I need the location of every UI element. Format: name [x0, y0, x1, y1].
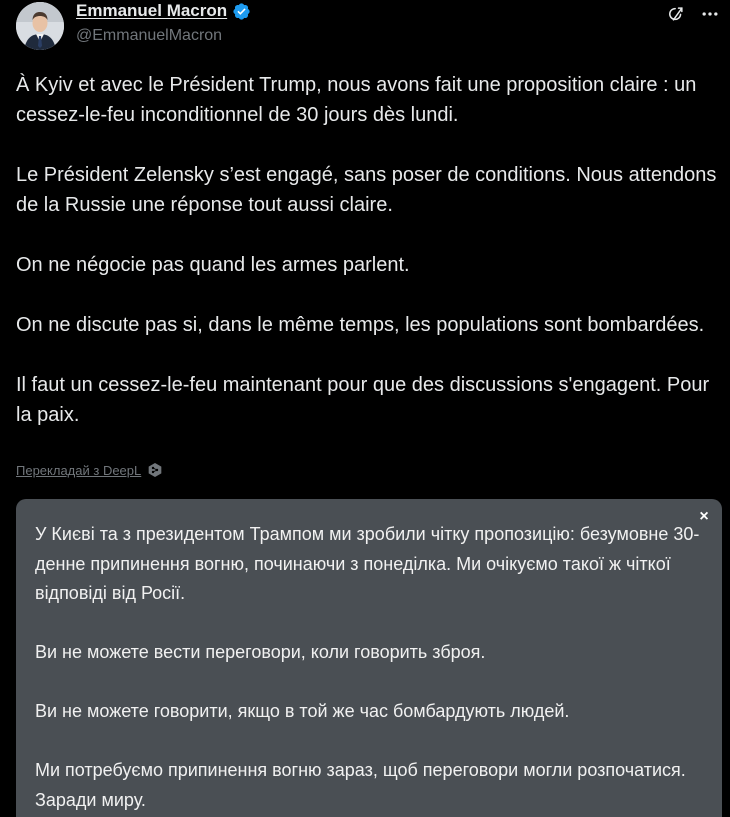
deepl-icon[interactable]	[147, 462, 163, 478]
translation-text: У Києві та з президентом Трампом ми зробили чітку пропозицію: безумовне 30-денне припинення вогню, починаючи з понеділка. Ми очікуємо такої ж чіткої відповіді від Росії. Ви не можете вести переговори, коли говорить зброя. Ви не можете говорити, якщо в той же час бомбардують людей. Ми потребуємо припинення вогню зараз, щоб переговори могли розпочатися. Заради миру.	[35, 524, 700, 810]
verified-badge-icon[interactable]	[232, 2, 251, 21]
more-icon[interactable]	[698, 2, 722, 26]
author-handle[interactable]: @EmmanuelMacron	[76, 27, 223, 44]
translate-row	[16, 462, 163, 478]
author-display-name[interactable]: Emmanuel Macron	[76, 1, 228, 20]
translation-panel	[16, 499, 722, 817]
tweet-text: À Kyiv et avec le Président Trump, nous avons fait une proposition claire : un cessez-le-feu inconditionnel de 30 jours dès lundi. Le Président Zelensky s’est engagé, sans poser de conditions. Nous attendons de la Russie une réponse tout aussi claire. On ne négocie pas quand les armes parlent. On ne discute pas si, dans le même temps, les populations sont bombardées. Il faut un cessez-le-feu maintenant pour que des discussions s'engagent. Pour la paix.	[16, 74, 717, 426]
author-name-row	[76, 1, 251, 21]
close-icon[interactable]: ×	[699, 508, 709, 525]
avatar[interactable]	[16, 2, 64, 50]
translate-link[interactable]: Перекладай з DeepL	[16, 462, 142, 478]
grok-icon[interactable]	[664, 2, 688, 26]
